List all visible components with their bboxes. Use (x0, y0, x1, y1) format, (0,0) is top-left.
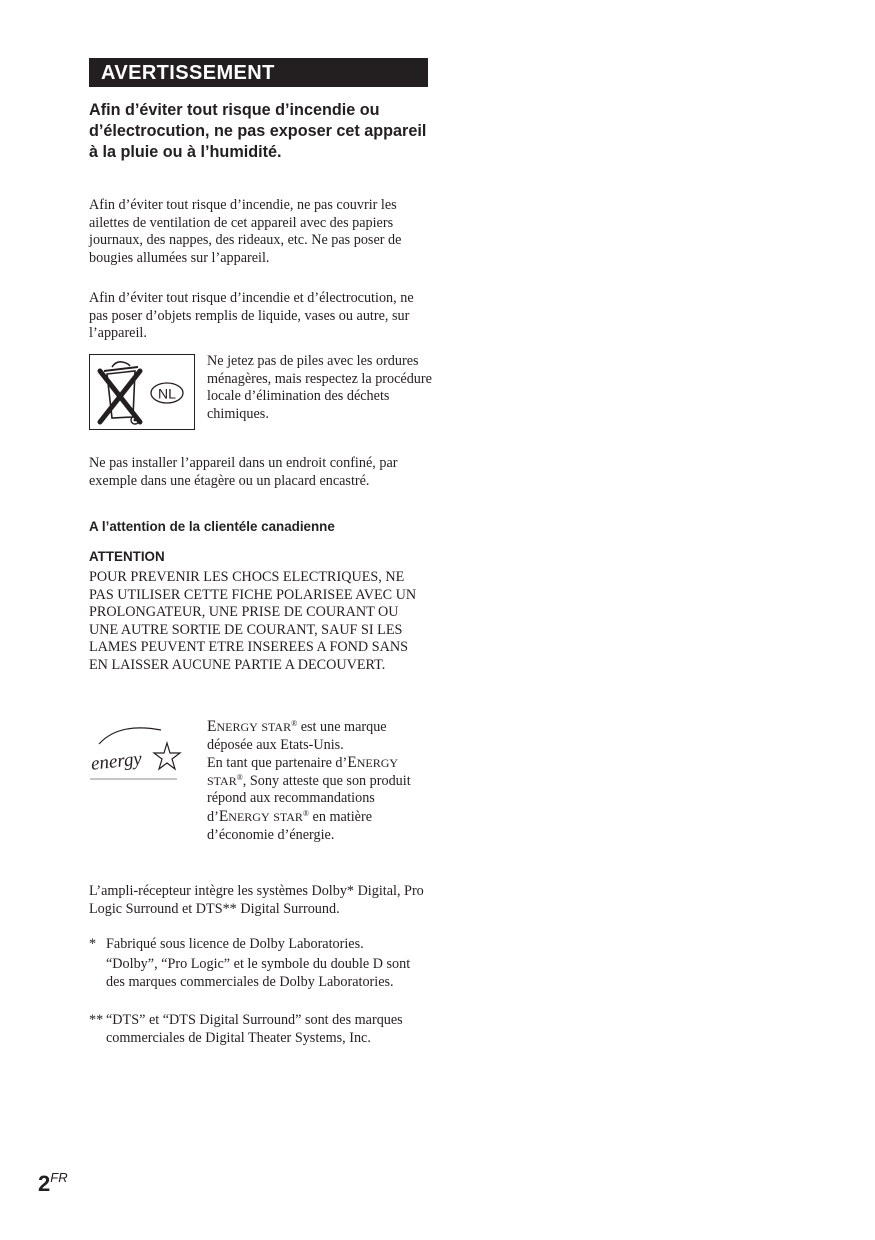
footnote-dolby (89, 936, 451, 954)
energy-e-cap: E (347, 754, 357, 772)
energy-star-word: STAR (273, 809, 303, 824)
crossed-out-wheelie-bin-icon (90, 355, 194, 429)
battery-disposal-box (89, 354, 195, 430)
page-number-value: 2 (38, 1171, 51, 1196)
footnote-dts (89, 1012, 451, 1047)
dolby-intro: L’ampli-récepteur intègre les systèmes Dolby* Digital, Pro Logic Surround et DTS** Digital Surround. (89, 883, 424, 917)
energy-logo-word: energy (89, 748, 143, 775)
energy-e-cap: E (218, 807, 229, 825)
page-number (38, 1164, 68, 1198)
energy-star-logo (87, 722, 182, 782)
registered-mark: ® (291, 719, 298, 728)
footnote-text: “DTS” et “DTS Digital Surround” sont des marques commerciales de Digital Theater Systems, Inc. (106, 1012, 403, 1046)
energy-star-text (207, 718, 432, 844)
ventilation-paragraph: Afin d’éviter tout risque d’incendie, ne pas couvrir les ailettes de ventilation de cet appareil avec des papiers journaux, des nappes, des rideaux, etc. Ne pas poser de bougies allumées sur l’appareil. (89, 197, 402, 266)
energy-text-4: en matière d’économie d’énergie. (207, 808, 373, 843)
footnote-text: Fabriqué sous licence de Dolby Laboratories. (106, 936, 364, 952)
footnote-dolby-trademarks: “Dolby”, “Pro Logic” et le symbole du double D sont des marques commerciales de Dolby Laboratories. (106, 956, 411, 990)
energy-nergy: NERGY (216, 720, 258, 734)
energy-star-word: STAR (207, 773, 237, 788)
footnote-mark: ** (89, 1012, 104, 1028)
attention-label: ATTENTION (89, 549, 165, 564)
warning-banner-title: AVERTISSEMENT (101, 62, 275, 84)
registered-mark: ® (302, 808, 309, 818)
nl-badge-label: NL (158, 385, 176, 402)
warning-lead: Afin d’éviter tout risque d’incendie ou d’électrocution, ne pas exposer cet appareil à la pluie ou à l’humidité. (89, 101, 427, 161)
energy-e-cap: E (207, 718, 217, 735)
energy-star-word: STAR (261, 720, 292, 734)
energy-text-1: est une marque déposée aux Etats-Unis. (207, 719, 387, 753)
liquids-paragraph: Afin d’éviter tout risque d’incendie et d’électrocution, ne pas poser d’objets remplis de liquide, vases ou autre, sur l’appareil. (89, 290, 414, 342)
footnote-mark: * (89, 936, 97, 952)
page-language-suffix: FR (50, 1170, 68, 1185)
energy-text-2: En tant que partenaire d’ (207, 755, 348, 772)
battery-disposal-text: Ne jetez pas de piles avec les ordures ménagères, mais respectez la procédure locale d’élimination des déchets chimiques. (207, 353, 432, 422)
energy-nergy: NERGY (228, 809, 270, 824)
canada-heading: A l’attention de la clientéle canadienne (89, 519, 335, 534)
installation-paragraph: Ne pas installer l’appareil dans un endroit confiné, par exemple dans une étagère ou un placard encastré. (89, 455, 398, 489)
energy-text-3: , Sony atteste que son produit répond aux recommandations d’ (207, 772, 411, 825)
energy-nergy: NERGY (356, 756, 399, 771)
registered-mark: ® (236, 772, 243, 782)
warning-banner (89, 58, 428, 87)
attention-text: POUR PREVENIR LES CHOCS ELECTRIQUES, NE PAS UTILISER CETTE FICHE POLARISEE AVEC UN PROLONGATEUR, UNE PRISE DE COURANT OU UNE AUTRE SORTIE DE COURANT, SAUF SI LES LAMES PEUVENT ETRE INSEREES A FOND SANS EN LAISSER AUCUNE PARTIE A DECOUVERT. (89, 569, 417, 673)
